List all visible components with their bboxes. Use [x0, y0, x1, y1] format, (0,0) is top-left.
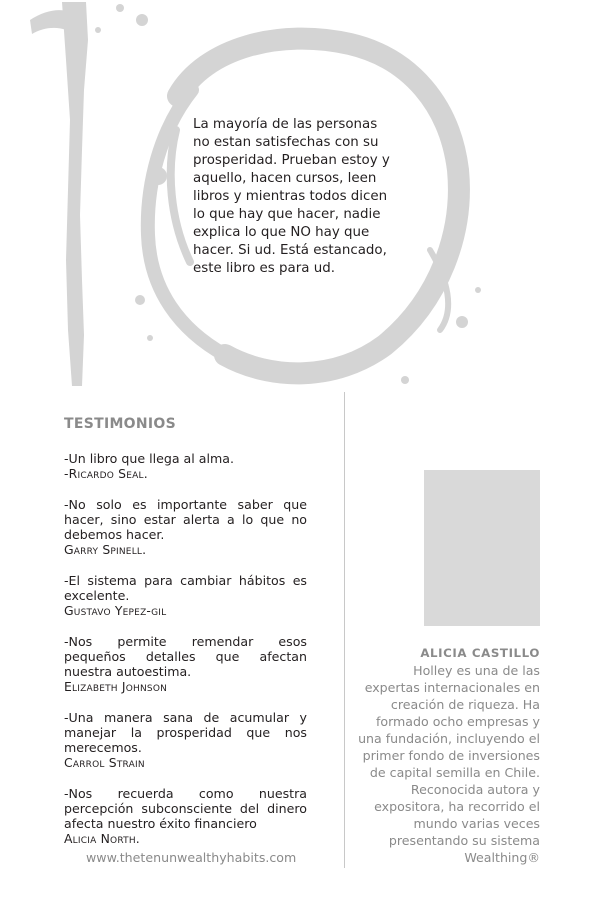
testimonials-heading: TESTIMONIOS — [64, 416, 176, 432]
testimonial-quote: -Nos recuerda como nuestra percepción subconsciente del dinero afecta nuestro éxito financiero — [64, 786, 307, 831]
testimonial — [64, 497, 307, 557]
testimonial-quote: -Un libro que llega al alma. — [64, 451, 234, 466]
testimonial — [64, 573, 307, 618]
testimonial — [64, 634, 307, 694]
testimonial-quote: -Nos permite remendar esos pequeños detalles que afectan nuestra autoestima. — [64, 634, 307, 679]
column-divider — [344, 392, 345, 868]
testimonial-quote: -Una manera sana de acumular y manejar la prosperidad que nos merecemos. — [64, 710, 307, 755]
testimonial-author: Garry Spinell. — [64, 542, 147, 557]
testimonial-quote: -El sistema para cambiar hábitos es excelente. — [64, 573, 307, 603]
testimonials-list — [64, 451, 307, 862]
testimonial — [64, 451, 307, 481]
author-name: ALICIA CASTILLO — [420, 646, 540, 660]
testimonial-author: -Ricardo Seal. — [64, 466, 148, 481]
testimonial-author: Elizabeth Johnson — [64, 679, 168, 694]
testimonial — [64, 710, 307, 770]
website-url: www.thetenunwealthyhabits.com — [86, 850, 297, 865]
author-bio: Holley es una de las expertas internacionales en creación de riqueza. Ha formado ocho empresas y una fundación, incluyendo el primer fondo de inversiones de capital semilla en Chile. Reconocida autora y expositora, ha recorrido el mundo varias veces presentando su sistema Wealthing® — [358, 663, 540, 865]
testimonial — [64, 786, 307, 846]
back-cover-blurb: La mayoría de las personas no estan satisfechas con su prosperidad. Prueban estoy y aquello, hacen cursos, leen libros y mientras todos dicen lo que hay que hacer, nadie explica lo que NO hay que hacer. Si ud. Está estancado, este libro es para ud. — [193, 117, 390, 276]
testimonial-author: Alicia North. — [64, 831, 140, 846]
author-photo-placeholder — [424, 470, 540, 626]
testimonial-author: Carrol Strain — [64, 755, 145, 770]
testimonial-quote: -No solo es importante saber que hacer, sino estar alerta a lo que no debemos hacer. — [64, 497, 307, 542]
testimonial-author: Gustavo Yepez-gil — [64, 603, 167, 618]
